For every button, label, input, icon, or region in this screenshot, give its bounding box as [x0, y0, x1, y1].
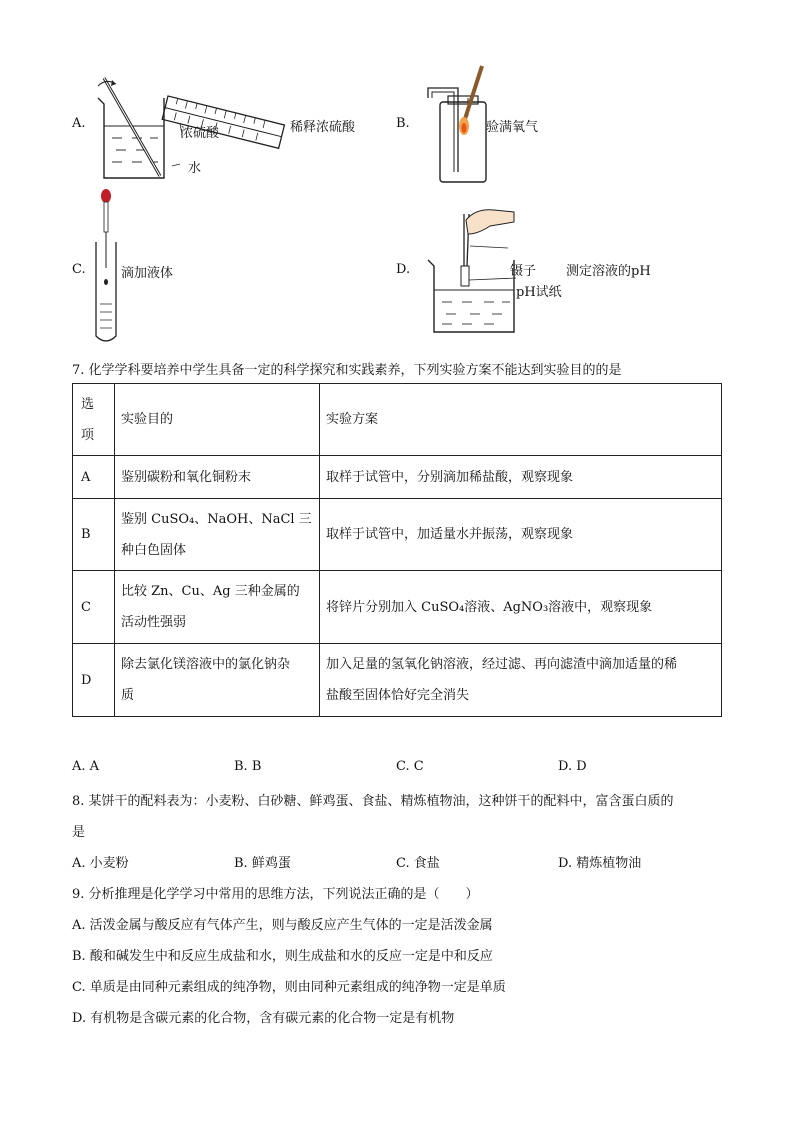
- row-aim: [115, 571, 320, 644]
- q7-table: [72, 383, 722, 717]
- q9-choice-b[interactable]: B. 酸和碱发生中和反应生成盐和水，则生成盐和水的反应一定是中和反应: [72, 949, 493, 964]
- q8-choice-c[interactable]: C. 食盐: [396, 856, 440, 871]
- option-b-letter: B.: [396, 116, 410, 131]
- row-aim-line1: 比较 Zn、Cu、Ag 三种金属的: [121, 584, 300, 599]
- row-aim-line2: 活动性强弱: [121, 615, 187, 630]
- row-plan-line2: 盐酸至固体恰好完全消失: [326, 688, 470, 703]
- table-row: [73, 571, 722, 644]
- q7-choice-a[interactable]: A. A: [72, 759, 100, 774]
- label-water: 水: [188, 161, 202, 176]
- row-aim: [115, 499, 320, 571]
- option-c-letter: C.: [72, 262, 86, 277]
- row-aim-line1: 除去氯化镁溶液中的氯化钠杂: [121, 657, 291, 672]
- oxygen-bottle-figure: [424, 62, 494, 186]
- row-plan: 将锌片分别加入 CuSO₄溶液、AgNO₃溶液中，观察现象: [320, 571, 722, 644]
- row-aim-line1: 鉴别 CuSO₄、NaOH、NaCl 三: [121, 511, 312, 527]
- row-aim-line2: 种白色固体: [121, 542, 187, 558]
- row-plan: 取样于试管中，加适量水并振荡，观察现象: [320, 499, 722, 571]
- q8-choice-a[interactable]: A. 小麦粉: [72, 856, 129, 871]
- label-oxygen-check: 验满氧气: [486, 120, 539, 135]
- q7-choice-b[interactable]: B. B: [234, 759, 262, 774]
- option-d-letter: D.: [396, 262, 411, 277]
- header-plan: 实验方案: [320, 384, 722, 456]
- label-measure-ph: 测定溶液的pH: [566, 264, 651, 279]
- row-option: B: [73, 499, 115, 571]
- q7-stem: 7. 化学学科要培养中学生具备一定的科学探究和实践素养，下列实验方案不能达到实验目的的是: [72, 363, 622, 378]
- q9-stem: 9. 分析推理是化学学习中常用的思维方法，下列说法正确的是（ ）: [72, 887, 479, 902]
- ph-test-figure: [424, 204, 520, 334]
- q7-choice-d[interactable]: D. D: [558, 759, 587, 774]
- table-row: [73, 456, 722, 499]
- label-concentrated-acid: 浓硫酸: [180, 126, 220, 141]
- row-plan: [320, 644, 722, 717]
- row-option: C: [73, 571, 115, 644]
- label-ph-paper: pH试纸: [516, 285, 562, 300]
- table-row: [73, 499, 722, 571]
- row-option: D: [73, 644, 115, 717]
- row-aim: 鉴别碳粉和氧化铜粉末: [115, 456, 320, 499]
- q9-choice-d[interactable]: D. 有机物是含碳元素的化合物，含有碳元素的化合物一定是有机物: [72, 1011, 455, 1026]
- row-aim: [115, 644, 320, 717]
- header-option: [73, 384, 115, 456]
- q8-stem-line2: 是: [72, 825, 86, 840]
- q9-choice-a[interactable]: A. 活泼金属与酸反应有气体产生，则与酸反应产生气体的一定是活泼金属: [72, 918, 493, 933]
- label-dilute-acid: 稀释浓硫酸: [290, 120, 356, 135]
- table-header-row: [73, 384, 722, 456]
- header-option-line2: 项: [81, 427, 95, 443]
- label-drop-liquid: 滴加液体: [121, 266, 174, 281]
- q7-choice-c[interactable]: C. C: [396, 759, 424, 774]
- row-plan-line1: 加入足量的氢氧化钠溶液，经过滤、再向滤渣中滴加适量的稀: [326, 657, 678, 672]
- header-option-line1: 选: [81, 396, 95, 412]
- dropper-figure: [92, 186, 122, 346]
- row-option: A: [73, 456, 115, 499]
- row-aim-line2: 质: [121, 688, 135, 703]
- label-tweezers: 镊子: [510, 264, 537, 279]
- option-a-letter: A.: [72, 116, 86, 131]
- q9-choice-c[interactable]: C. 单质是由同种元素组成的纯净物，则由同种元素组成的纯净物一定是单质: [72, 980, 506, 995]
- q8-choice-b[interactable]: B. 鲜鸡蛋: [234, 856, 291, 871]
- table-row: [73, 644, 722, 717]
- header-aim: 实验目的: [115, 384, 320, 456]
- q8-stem-line1: 8. 某饼干的配料表为：小麦粉、白砂糖、鲜鸡蛋、食盐、精炼植物油，这种饼干的配料中，富含蛋白质的: [72, 794, 674, 809]
- row-plan: 取样于试管中，分别滴加稀盐酸，观察现象: [320, 456, 722, 499]
- q8-choice-d[interactable]: D. 精炼植物油: [558, 856, 642, 871]
